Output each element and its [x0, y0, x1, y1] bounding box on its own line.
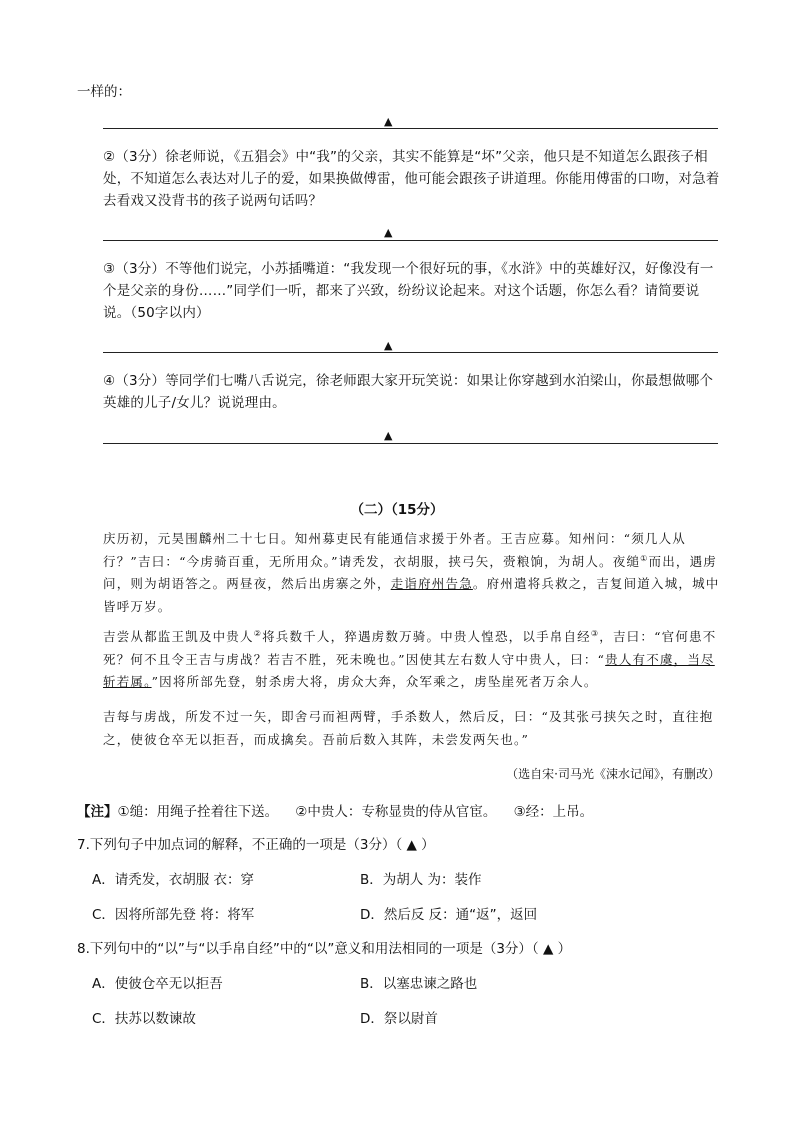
source-citation: （选自宋·司马光《涑水记闻》，有删改） [506, 767, 720, 781]
underlined-sentence: 走诣府州告急 [390, 576, 473, 591]
answer-line[interactable] [103, 443, 718, 444]
q8-option-c[interactable]: C．扶苏以数谏故 [92, 1011, 196, 1027]
notes: 【注】①缒：用绳子拴着往下送。 ②中贵人：专称显贵的侍从官宦。 ③经：上吊。 [77, 804, 594, 820]
q7-option-b[interactable]: B．为胡人 为：装作 [360, 872, 482, 888]
q8-option-a[interactable]: A．使彼仓卒无以拒吾 [92, 976, 223, 992]
answer-mark: ▲ [384, 339, 393, 352]
q7-option-a[interactable]: A．请秃发，衣胡服 衣：穿 [92, 872, 255, 888]
question-8-stem: 8.下列句中的“以”与“以手帛自经”中的“以”意义和用法相同的一项是（3分）（ ▲ ） [77, 941, 572, 957]
q6-sub3: ③（3分）不等他们说完，小苏插嘴道：“我发现一个很好玩的事，《水浒》中的英雄好汉，好像没有一个是父亲的身份……”同学们一听，都来了兴致，纷纷议论起来。对这个话题，你怎么看？请简要说说。（50字以内） [103, 261, 714, 321]
q8-option-d[interactable]: D．祭以尉首 [360, 1011, 438, 1027]
answer-line[interactable] [103, 240, 718, 241]
section-heading: （二）（15分） [350, 502, 444, 518]
note-mark: ① [640, 553, 649, 563]
classical-paragraph-2: 吉尝从都监王凯及中贵人②将兵数千人，猝遇虏数万骑。中贵人惶恐，以手帛自经③，吉曰：“官何患不死？何不且令王吉与虏战？若吉不胜，死未晚也。”因使其左右数人守中贵人，曰：“贵人有不虞，当尽斩若属。”因将所部先登，射杀虏大将，虏众大奔，众军乘之，虏坠崖死者万余人。 [103, 628, 717, 689]
answer-line[interactable] [103, 352, 718, 353]
note-mark: ② [253, 628, 263, 638]
answer-mark: ▲ [384, 226, 393, 239]
q6-sub2: ②（3分）徐老师说，《五猖会》中“我”的父亲，其实不能算是“坏”父亲，他只是不知道怎么跟孩子相处，不知道怎么表达对儿子的爱，如果换做傅雷，他可能会跟孩子讲道理。你能用傅雷的口吻，对急着去看戏又没背书的孩子说两句话吗？ [103, 149, 720, 209]
note-mark: ③ [590, 628, 600, 638]
underlined-sentence: 贵人有不虞，当尽斩若属。 [103, 651, 715, 689]
classical-paragraph-1: 庆历初，元昊围麟州二十七日。知州募吏民有能通信求援于外者。王吉应募。知州问：“须几人从行？”吉曰：“今虏骑百重，无所用众。”请秃发，衣胡服，挟弓矢，赍粮饷，为胡人。夜缒①而出，遇虏问，则为胡语答之。两昼夜，然后出虏寨之外，走诣府州告急。府州遣将兵救之，吉复间道入城，城中皆呼万岁。 [103, 531, 720, 614]
q6-sub4: ④（3分）等同学们七嘴八舌说完，徐老师跟大家开玩笑说：如果让你穿越到水泊梁山，你最想做哪个英雄的儿子/女儿？说说理由。 [103, 373, 714, 411]
q7-option-d[interactable]: D．然后反 反：通“返”，返回 [360, 907, 538, 923]
q7-option-c[interactable]: C．因将所部先登 将：将军 [92, 907, 255, 923]
q8-option-b[interactable]: B．以塞忠谏之路也 [360, 976, 478, 992]
answer-mark: ▲ [384, 429, 393, 442]
question-7-stem: 7.下列句子中加点词的解释，不正确的一项是（3分）（ ▲ ） [77, 837, 435, 853]
q6-lead-tail: 一样的： [77, 84, 131, 100]
classical-paragraph-3: 吉每与虏战，所发不过一矢，即舍弓而袒两臂，手杀数人，然后反，曰：“及其张弓挟矢之时，直往抱之，使彼仓卒无以拒吾，而成擒矣。吾前后数入其阵，未尝发两矢也。” [103, 709, 714, 747]
answer-line[interactable] [103, 128, 718, 129]
answer-mark: ▲ [384, 115, 393, 128]
